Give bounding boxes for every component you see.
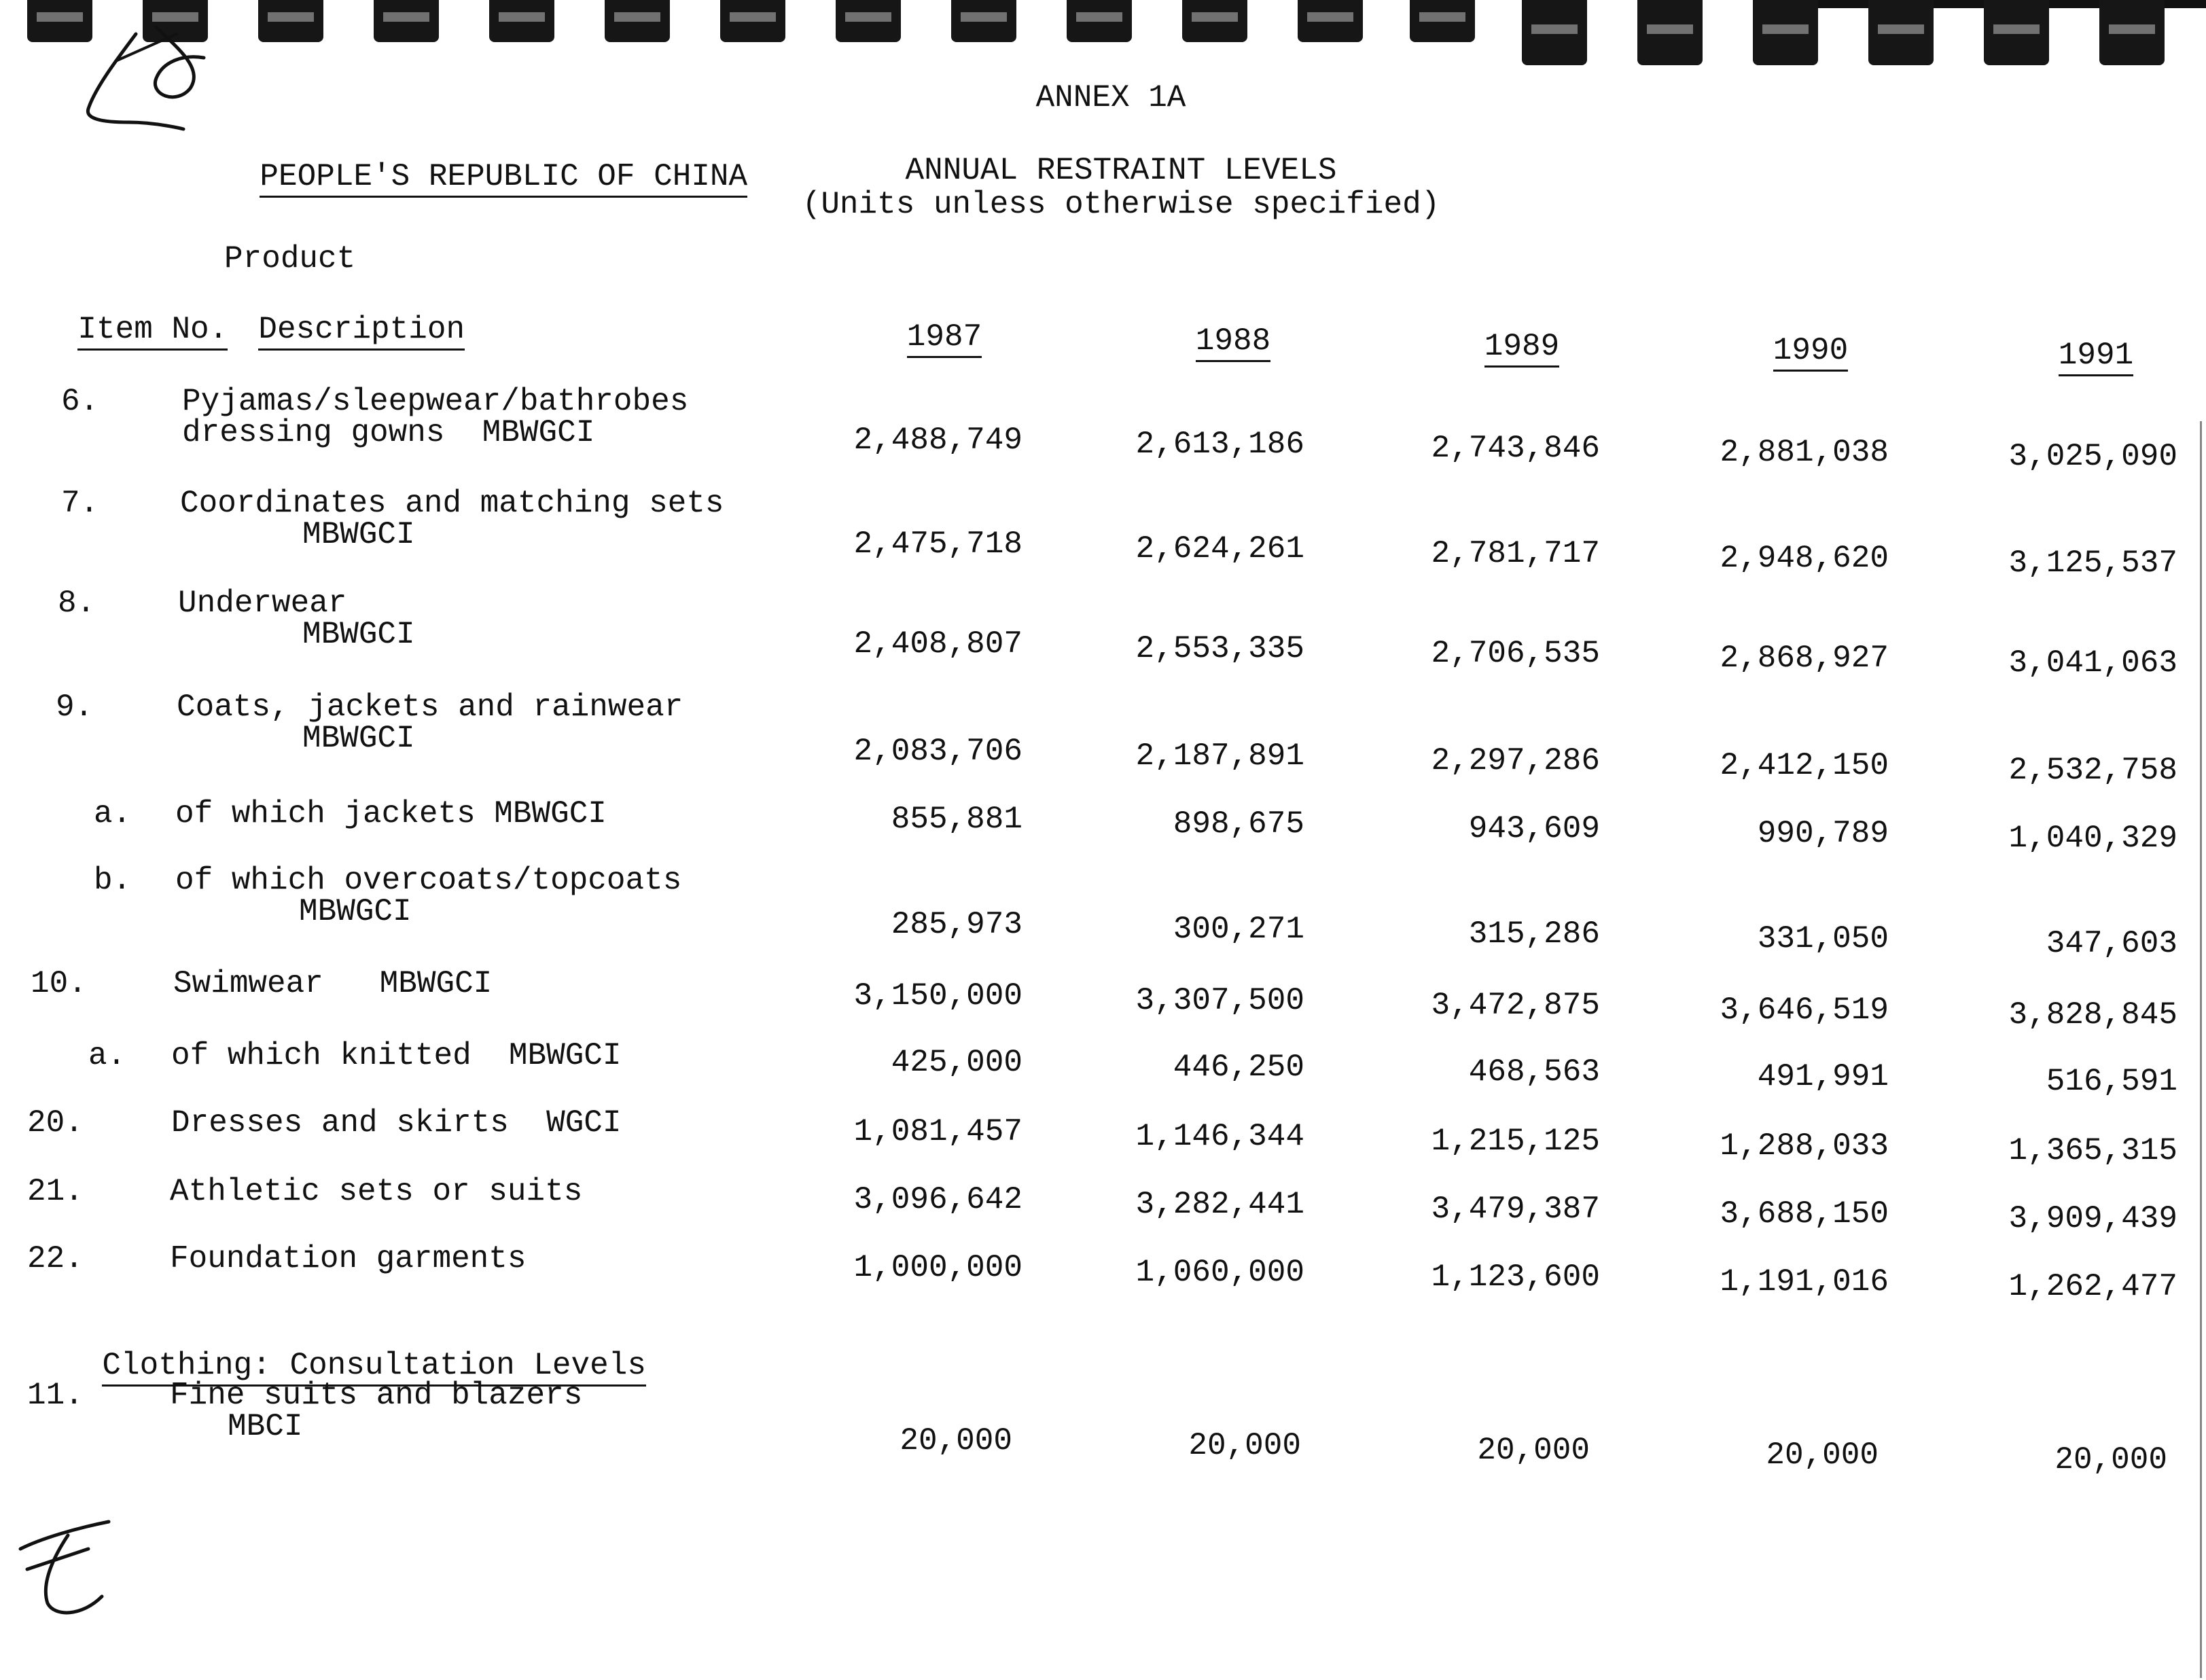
- binder-ring: [1984, 0, 2049, 65]
- year-header: 1988: [1179, 323, 1287, 359]
- product-description: Pyjamas/sleepwear/bathrobes: [182, 384, 689, 419]
- consultation-value: 20,000: [1766, 1437, 1879, 1473]
- restraint-value: 1,123,600: [1431, 1259, 1600, 1295]
- product-description: Dresses and skirts WGCI: [171, 1105, 622, 1141]
- restraint-value: 855,881: [891, 802, 1022, 837]
- product-header-line1: Product: [224, 241, 356, 276]
- restraint-value: 315,286: [1468, 916, 1600, 952]
- year-header: 1989: [1467, 329, 1576, 364]
- restraint-value: 2,948,620: [1720, 541, 1889, 576]
- product-description-header: Description: [183, 276, 465, 382]
- item-number: 7.: [61, 486, 99, 521]
- item-number: 6.: [61, 384, 99, 419]
- binder-ring: [258, 0, 323, 42]
- item-number: 11.: [27, 1378, 84, 1413]
- product-description: dressing gowns MBWGCI: [182, 415, 595, 450]
- restraint-value: 3,472,875: [1431, 988, 1600, 1023]
- item-number: b.: [94, 863, 132, 898]
- binder-ring: [489, 0, 554, 42]
- restraint-value: 3,828,845: [2008, 997, 2177, 1033]
- binder-ring: [720, 0, 785, 42]
- item-no-header: Item No.: [3, 276, 228, 382]
- binder-ring: [1522, 0, 1587, 65]
- restraint-value: 516,591: [2046, 1064, 2177, 1099]
- year-header: 1990: [1756, 333, 1865, 368]
- consultation-value: 20,000: [900, 1423, 1012, 1459]
- restraint-value: 3,479,387: [1431, 1192, 1600, 1227]
- restraint-value: 2,868,927: [1720, 641, 1889, 676]
- item-number: 22.: [27, 1241, 84, 1276]
- restraint-value: 3,909,439: [2008, 1201, 2177, 1236]
- item-number: 10.: [31, 966, 87, 1001]
- restraint-value: 2,881,038: [1720, 435, 1889, 470]
- binder-strip: [0, 0, 2206, 75]
- year-header: 1991: [2042, 338, 2150, 373]
- binder-ring: [1637, 0, 1703, 65]
- restraint-value: 1,191,016: [1720, 1264, 1889, 1300]
- page-edge: [2200, 421, 2202, 1678]
- consultation-value: 20,000: [1188, 1428, 1301, 1463]
- product-description: MBCI: [228, 1409, 303, 1444]
- restraint-value: 468,563: [1468, 1054, 1600, 1090]
- restraint-value: 3,646,519: [1720, 993, 1889, 1028]
- restraint-value: 1,215,125: [1431, 1124, 1600, 1159]
- restraint-value: 898,675: [1173, 806, 1304, 842]
- handwritten-mark-bottom: [7, 1508, 122, 1630]
- binder-ring: [1182, 0, 1247, 42]
- binder-ring: [1067, 0, 1132, 42]
- restraint-value: 3,688,150: [1720, 1196, 1889, 1232]
- binder-ring: [1298, 0, 1363, 42]
- restraint-value: 300,271: [1173, 912, 1304, 947]
- binder-ring: [1753, 0, 1818, 65]
- restraint-value: 3,150,000: [853, 978, 1022, 1014]
- product-description: Foundation garments: [170, 1241, 527, 1276]
- restraint-value: 347,603: [2046, 926, 2177, 961]
- item-number: a.: [88, 1038, 126, 1073]
- document-title: ANNUAL RESTRAINT LEVELS: [905, 153, 1337, 188]
- restraint-value: 2,297,286: [1431, 743, 1600, 779]
- restraint-value: 285,973: [891, 907, 1022, 942]
- item-number: 8.: [58, 586, 96, 621]
- product-description: of which knitted MBWGCI: [171, 1038, 622, 1073]
- item-number: a.: [94, 796, 132, 832]
- product-description: Athletic sets or suits: [170, 1174, 583, 1209]
- annex-label: ANNEX 1A: [1035, 80, 1186, 115]
- year-header: 1987: [890, 319, 999, 355]
- product-description: Swimwear MBWGCI: [173, 966, 493, 1001]
- restraint-value: 3,125,537: [2008, 546, 2177, 581]
- restraint-value: 2,706,535: [1431, 636, 1600, 671]
- restraint-value: 990,789: [1757, 816, 1889, 851]
- restraint-value: 1,262,477: [2008, 1269, 2177, 1304]
- restraint-value: 1,000,000: [853, 1250, 1022, 1285]
- restraint-value: 3,096,642: [853, 1182, 1022, 1217]
- restraint-value: 1,060,000: [1135, 1255, 1304, 1290]
- product-description: Coats, jackets and rainwear: [177, 690, 683, 725]
- binder-ring: [2099, 0, 2165, 65]
- restraint-value: 2,083,706: [853, 734, 1022, 769]
- restraint-value: 2,187,891: [1135, 738, 1304, 774]
- item-number: 9.: [56, 690, 94, 725]
- binder-ring: [951, 0, 1016, 42]
- restraint-value: 491,991: [1757, 1059, 1889, 1094]
- product-description: Coordinates and matching sets: [180, 486, 724, 521]
- restraint-value: 2,408,807: [853, 626, 1022, 662]
- restraint-value: 2,613,186: [1135, 427, 1304, 462]
- restraint-value: 3,041,063: [2008, 645, 2177, 681]
- restraint-value: 1,040,329: [2008, 821, 2177, 856]
- restraint-value: 2,412,150: [1720, 748, 1889, 783]
- restraint-value: 2,781,717: [1431, 536, 1600, 571]
- restraint-value: 3,307,500: [1135, 983, 1304, 1018]
- restraint-value: 2,624,261: [1135, 531, 1304, 567]
- product-description: MBWGCI: [299, 894, 412, 929]
- restraint-value: 3,282,441: [1135, 1187, 1304, 1222]
- section-title: Clothing: Consultation Levels: [27, 1312, 646, 1418]
- restraint-value: 1,146,344: [1135, 1119, 1304, 1154]
- product-description: MBWGCI: [302, 721, 415, 756]
- restraint-value: 2,475,718: [853, 526, 1022, 562]
- restraint-value: 425,000: [891, 1045, 1022, 1080]
- country-heading: PEOPLE'S REPUBLIC OF CHINA: [185, 124, 747, 230]
- binder-ring: [1410, 0, 1475, 42]
- product-description: of which overcoats/topcoats: [175, 863, 682, 898]
- binder-ring: [605, 0, 670, 42]
- restraint-value: 2,488,749: [853, 423, 1022, 458]
- restraint-value: 446,250: [1173, 1050, 1304, 1085]
- binder-ring: [1868, 0, 1934, 65]
- restraint-value: 1,081,457: [853, 1114, 1022, 1149]
- restraint-value: 3,025,090: [2008, 439, 2177, 474]
- restraint-value: 2,743,846: [1431, 431, 1600, 466]
- binder-ring: [836, 0, 901, 42]
- product-description: MBWGCI: [302, 517, 415, 552]
- consultation-value: 20,000: [1477, 1433, 1590, 1468]
- binder-ring: [374, 0, 439, 42]
- restraint-value: 1,365,315: [2008, 1133, 2177, 1168]
- restraint-value: 2,553,335: [1135, 631, 1304, 666]
- product-description: MBWGCI: [302, 617, 415, 652]
- consultation-value: 20,000: [2054, 1442, 2167, 1478]
- product-description: Underwear: [178, 586, 347, 621]
- restraint-value: 2,532,758: [2008, 753, 2177, 788]
- restraint-value: 1,288,033: [1720, 1128, 1889, 1164]
- document-subtitle: (Units unless otherwise specified): [802, 187, 1440, 222]
- item-number: 21.: [27, 1174, 84, 1209]
- product-description: Fine suits and blazers: [170, 1378, 583, 1413]
- restraint-value: 331,050: [1757, 921, 1889, 957]
- product-description: of which jackets MBWGCI: [175, 796, 607, 832]
- restraint-value: 943,609: [1468, 811, 1600, 846]
- item-number: 20.: [27, 1105, 84, 1141]
